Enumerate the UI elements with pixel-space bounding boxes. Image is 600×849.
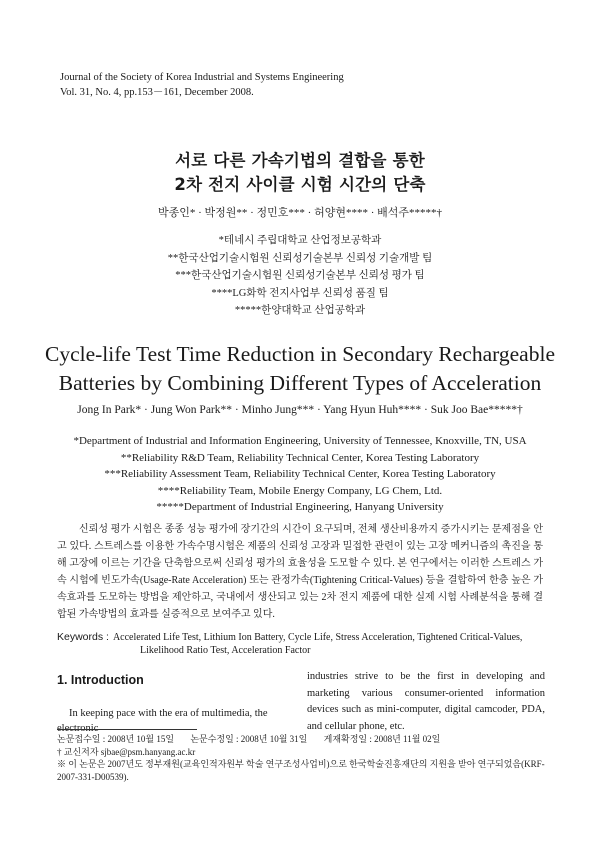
english-affiliation: *****Department of Industrial Engineering, Hanyang University bbox=[156, 501, 444, 513]
english-affiliation: ****Reliability Team, Mobile Energy Company, LG Chem, Ltd. bbox=[157, 484, 443, 497]
footnote-rule bbox=[57, 729, 197, 730]
keywords bbox=[57, 631, 547, 657]
journal-name: Journal of the Society of Korea Industrial and Systems Engineering bbox=[60, 72, 344, 83]
keywords-line1: Accelerated Life Test, Lithium Ion Battery, Cycle Life, Stress Acceleration, Tightened Critical-Values, bbox=[112, 632, 523, 643]
journal-header bbox=[60, 70, 360, 100]
keywords-line2: Likelihood Ratio Test, Acceleration Factor bbox=[140, 645, 311, 656]
journal-volume: Vol. 31, No. 4, pp.153－161, December 2008. bbox=[60, 87, 254, 98]
korean-affiliation: *테네시 주립대학교 산업정보공학과 bbox=[218, 235, 382, 246]
english-affiliation: ***Reliability Assessment Team, Reliability Technical Center, Korea Testing Laboratory bbox=[104, 468, 496, 480]
english-authors: Jong In Park* · Jung Won Park** · Minho Jung*** · Yang Hyun Huh**** · Suk Joo Bae*****† bbox=[77, 404, 523, 416]
keywords-label: Keywords : bbox=[57, 631, 109, 643]
corresponding-author: † 교신저자 sjbae@psm.hanyang.ac.kr bbox=[57, 747, 196, 757]
korean-title-line2: 2차 전지 사이클 시험 시간의 단축 bbox=[174, 175, 426, 194]
accepted-date: 게재확정일 : 2008년 11월 02일 bbox=[323, 734, 441, 744]
korean-affiliation: ***한국산업기술시험원 신뢰성기술본부 신뢰성 평가 팀 bbox=[175, 270, 425, 281]
english-affiliations bbox=[0, 433, 600, 516]
korean-affiliations bbox=[0, 232, 600, 320]
english-title-line2: Batteries by Combining Different Types of Acceleration bbox=[58, 371, 542, 395]
korean-title-line1: 서로 다른 가속기법의 결합을 통한 bbox=[175, 151, 425, 170]
section-heading: 1. Introduction bbox=[57, 673, 144, 687]
revised-date: 논문수정일 : 2008년 10월 31일 bbox=[190, 734, 308, 744]
abstract: 신뢰성 평가 시험은 종종 성능 평가에 장기간의 시간이 요구되며, 전체 생산비용까지 증가시키는 문제점을 안고 있다. 스트레스를 이용한 가속수명시험은 제품의 신뢰성 고장과 밀접한 관련이 있는 고장 메커니즘의 촉진을 통해 고장에 이르는 기간을 단축함으로써 신뢰성 평가의 효율성을 도모할 수 있다. 본 연구에서는 이러한 스트레스 가속 시험에 빈도가속(Usage-Rate Acceleration) 또는 관정가속(Tightening Critical-Values) 등을 결합하여 한층 높은 가속효과를 도모하는 방법을 제안하고, 국내에서 생산되고 있는 2차 전지 제품에 대한 실제 시험 사례분석을 통해 결합된 가속방법의 효과를 실증적으로 보여주고 있다. bbox=[57, 524, 543, 620]
intro-left-column: In keeping pace with the era of multimedia, the electronic bbox=[57, 708, 268, 734]
english-title-line1: Cycle-life Test Time Reduction in Secondary Rechargeable bbox=[45, 342, 555, 366]
korean-affiliation: *****한양대학교 산업공학과 bbox=[234, 305, 366, 316]
english-affiliation: **Reliability R&D Team, Reliability Technical Center, Korea Testing Laboratory bbox=[120, 451, 480, 464]
korean-affiliation: ****LG화학 전지사업부 신뢰성 품질 팀 bbox=[211, 287, 389, 299]
korean-affiliation: **한국산업기술시험원 신뢰성기술본부 신뢰성 기술개발 팀 bbox=[167, 252, 433, 264]
intro-right-column: industries strive to be the first in developing and marketing various consumer-oriented information devices such as mini-computer, digital camcoder, PDA, and cellular phone, etc. bbox=[307, 671, 545, 732]
korean-authors: 박종인* · 박정원** · 정민호*** · 허양현**** · 배석주*****† bbox=[157, 207, 443, 219]
english-affiliation: *Department of Industrial and Information Engineering, University of Tennessee, Knoxville, TN, USA bbox=[73, 435, 527, 447]
funding-note: ※ 이 논문은 2007년도 정부재원(교육인적자원부 학술 연구조성사업비)으로 한국학술진흥재단의 지원을 받아 연구되었음(KRF-2007-331-D00539). bbox=[57, 759, 545, 782]
footnote-dates bbox=[57, 733, 557, 746]
english-title bbox=[0, 340, 600, 398]
received-date: 논문접수일 : 2008년 10월 15일 bbox=[57, 734, 175, 744]
